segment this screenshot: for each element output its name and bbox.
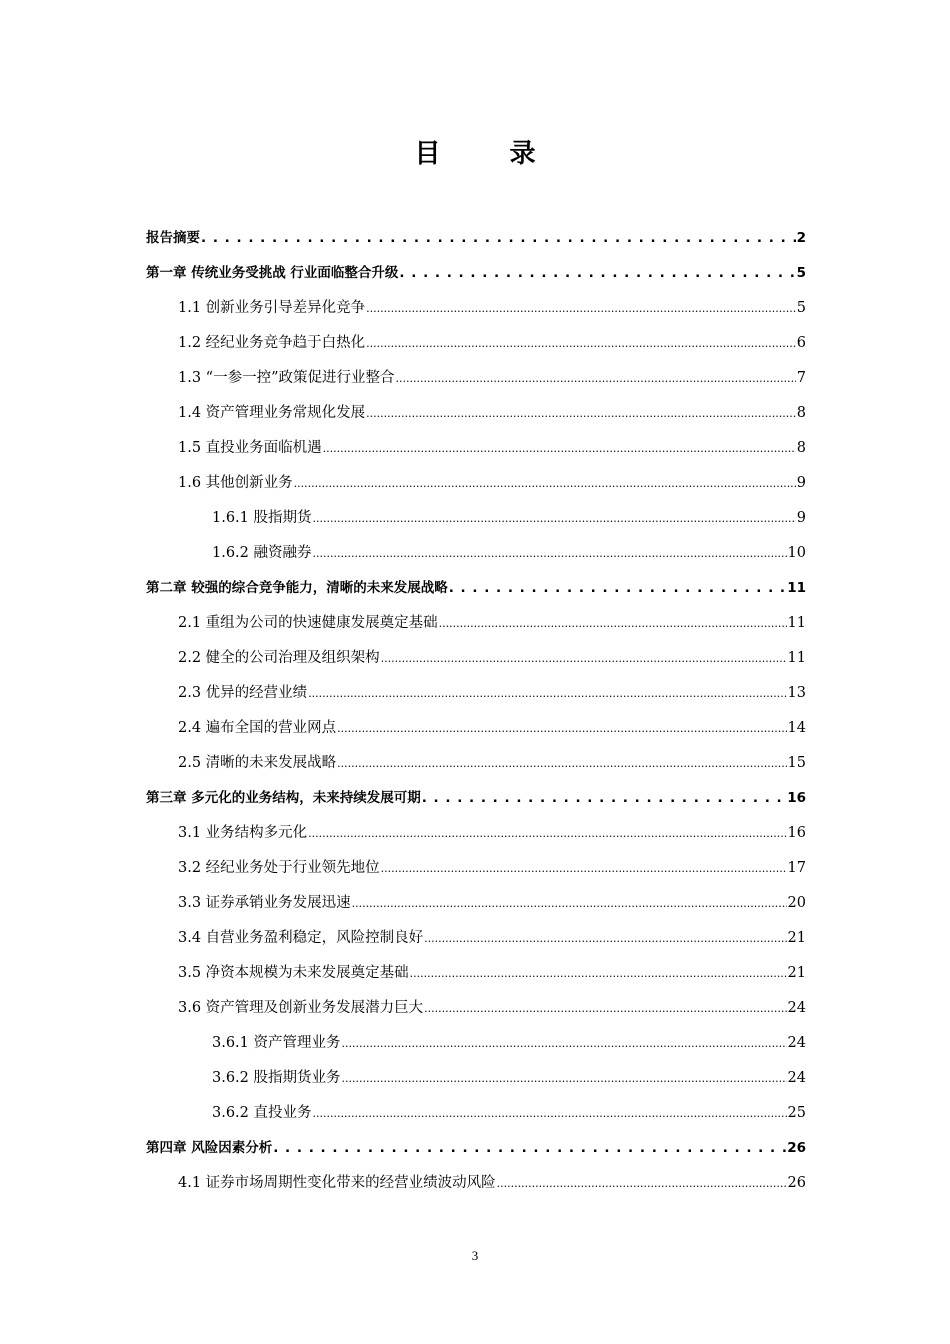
- dot-leader: [323, 434, 796, 463]
- toc-entry-page: 8: [796, 405, 806, 421]
- toc-entry[interactable]: [178, 819, 806, 847]
- toc-entry-label: 3.6.1 资产管理业务: [212, 1035, 341, 1051]
- page-number: 3: [471, 1248, 479, 1263]
- toc-entry-label: 第三章 多元化的业务结构，未来持续发展可期: [146, 790, 421, 806]
- toc-entry[interactable]: [178, 714, 806, 742]
- dot-leader: [342, 1064, 787, 1093]
- toc-entry-page: 11: [787, 650, 806, 666]
- toc-entry-page: 9: [796, 510, 806, 526]
- toc-entry-page: 5: [796, 300, 806, 316]
- dot-leader: [410, 959, 787, 988]
- toc-entry-page: 26: [787, 1175, 806, 1191]
- dot-leader: [342, 1029, 787, 1058]
- toc-entry-label: 4.1 证券市场周期性变化带来的经营业绩波动风险: [178, 1175, 496, 1191]
- toc-entry[interactable]: [178, 889, 806, 917]
- toc-entry-page: 2: [796, 230, 806, 246]
- dot-leader: [439, 609, 787, 638]
- toc-entry-label: 1.1 创新业务引导差异化竞争: [178, 300, 366, 316]
- toc-entry[interactable]: [178, 469, 806, 497]
- dot-leader: [313, 539, 787, 568]
- toc-entry-label: 3.3 证券承销业务发展迅速: [178, 895, 351, 911]
- dot-leader: [313, 1099, 787, 1128]
- toc-entry[interactable]: [178, 609, 806, 637]
- toc-entry-label: 1.4 资产管理业务常规化发展: [178, 405, 366, 421]
- toc-entry-page: 8: [796, 440, 806, 456]
- toc-entry-label: 2.1 重组为公司的快速健康发展奠定基础: [178, 615, 438, 631]
- toc-entry-page: 5: [796, 265, 806, 281]
- dot-leader: [366, 329, 796, 358]
- toc-entry[interactable]: [178, 399, 806, 427]
- toc-entry[interactable]: [178, 924, 806, 952]
- dot-leader: [396, 364, 796, 393]
- dot-leader: [366, 399, 796, 428]
- toc-entry-label: 3.4 自营业务盈利稳定，风险控制良好: [178, 930, 424, 946]
- toc-entry-label: 3.2 经纪业务处于行业领先地位: [178, 860, 380, 876]
- toc-entry[interactable]: [212, 504, 806, 532]
- toc-entry-label: 3.5 净资本规模为未来发展奠定基础: [178, 965, 409, 981]
- dot-leader: [352, 889, 787, 918]
- toc-entry-page: 7: [796, 370, 806, 386]
- toc-entry-page: 24: [787, 1035, 806, 1051]
- toc-entry[interactable]: [178, 749, 806, 777]
- toc-entry[interactable]: [178, 854, 806, 882]
- toc-entry[interactable]: [178, 434, 806, 462]
- toc-entry-label: 1.3 “一参一控”政策促进行业整合: [178, 370, 395, 386]
- toc-entry[interactable]: [178, 679, 806, 707]
- toc-entry-page: 17: [787, 860, 806, 876]
- dot-leader: [337, 714, 786, 743]
- toc-entry[interactable]: [178, 1169, 806, 1197]
- dot-leader: [399, 259, 795, 287]
- toc-entry[interactable]: [146, 259, 806, 287]
- dot-leader: [337, 749, 786, 778]
- toc-entry-page: 21: [787, 930, 806, 946]
- toc-entry-label: 3.6 资产管理及创新业务发展潜力巨大: [178, 1000, 424, 1016]
- toc-entry[interactable]: [212, 1099, 806, 1127]
- toc-entry-page: 24: [787, 1000, 806, 1016]
- toc-entry-page: 16: [787, 825, 806, 841]
- toc-entry-label: 3.6.2 直投业务: [212, 1105, 312, 1121]
- toc-entry-label: 1.6 其他创新业务: [178, 475, 293, 491]
- toc-entry-label: 第二章 较强的综合竞争能力，清晰的未来发展战略: [146, 580, 448, 596]
- dot-leader: [381, 644, 787, 673]
- toc-entry-page: 11: [787, 615, 806, 631]
- toc-entry[interactable]: [212, 1029, 806, 1057]
- toc-entry-label: 2.4 遍布全国的营业网点: [178, 720, 337, 736]
- toc-title: 目 录: [414, 139, 566, 169]
- dot-leader: [201, 224, 796, 252]
- toc-entry-page: 25: [787, 1105, 806, 1121]
- toc-entry-page: 6: [796, 335, 806, 351]
- toc-entry-page: 24: [787, 1070, 806, 1086]
- toc-entry[interactable]: [178, 329, 806, 357]
- toc-entry-page: 9: [796, 475, 806, 491]
- toc-entry-page: 13: [787, 685, 806, 701]
- dot-leader: [313, 504, 796, 533]
- toc-entry[interactable]: [146, 574, 806, 602]
- toc-entry-label: 3.1 业务结构多元化: [178, 825, 308, 841]
- toc-entry-page: 16: [787, 790, 806, 806]
- toc-entry-label: 1.6.2 融资融券: [212, 545, 312, 561]
- dot-leader: [273, 1134, 786, 1162]
- toc-entry[interactable]: [146, 224, 806, 252]
- dot-leader: [449, 574, 787, 602]
- dot-leader: [381, 854, 787, 883]
- toc-entry-page: 20: [787, 895, 806, 911]
- toc-entry-label: 1.5 直投业务面临机遇: [178, 440, 322, 456]
- dot-leader: [366, 294, 796, 323]
- toc-entry[interactable]: [178, 644, 806, 672]
- dot-leader: [308, 819, 786, 848]
- toc-entry-label: 3.6.2 股指期货业务: [212, 1070, 341, 1086]
- dot-leader: [497, 1169, 787, 1198]
- toc-entry-label: 2.2 健全的公司治理及组织架构: [178, 650, 380, 666]
- dot-leader: [422, 784, 787, 812]
- toc-entry-label: 2.5 清晰的未来发展战略: [178, 755, 337, 771]
- toc-entry-page: 11: [787, 580, 806, 596]
- toc-entry[interactable]: [146, 1134, 806, 1162]
- toc-entry-label: 1.2 经纪业务竞争趋于白热化: [178, 335, 366, 351]
- toc-entry[interactable]: [212, 539, 806, 567]
- toc-entry-page: 14: [787, 720, 806, 736]
- dot-leader: [294, 469, 796, 498]
- toc-entry[interactable]: [178, 294, 806, 322]
- dot-leader: [308, 679, 786, 708]
- toc-entry-label: 报告摘要: [146, 230, 200, 246]
- toc-entry[interactable]: [146, 784, 806, 812]
- dot-leader: [424, 994, 786, 1023]
- toc-entry-page: 15: [787, 755, 806, 771]
- toc-entry-label: 第一章 传统业务受挑战 行业面临整合升级: [146, 265, 399, 281]
- toc-entry[interactable]: [212, 1064, 806, 1092]
- toc-entry-label: 1.6.1 股指期货: [212, 510, 312, 526]
- toc-entry[interactable]: [178, 994, 806, 1022]
- toc-entry-label: 第四章 风险因素分析: [146, 1140, 273, 1156]
- toc-entry[interactable]: [178, 959, 806, 987]
- toc-entry-page: 21: [787, 965, 806, 981]
- dot-leader: [424, 924, 786, 953]
- toc-entry[interactable]: [178, 364, 806, 392]
- toc-entry-page: 10: [787, 545, 806, 561]
- toc-entry-label: 2.3 优异的经营业绩: [178, 685, 308, 701]
- toc-entry-page: 26: [787, 1140, 806, 1156]
